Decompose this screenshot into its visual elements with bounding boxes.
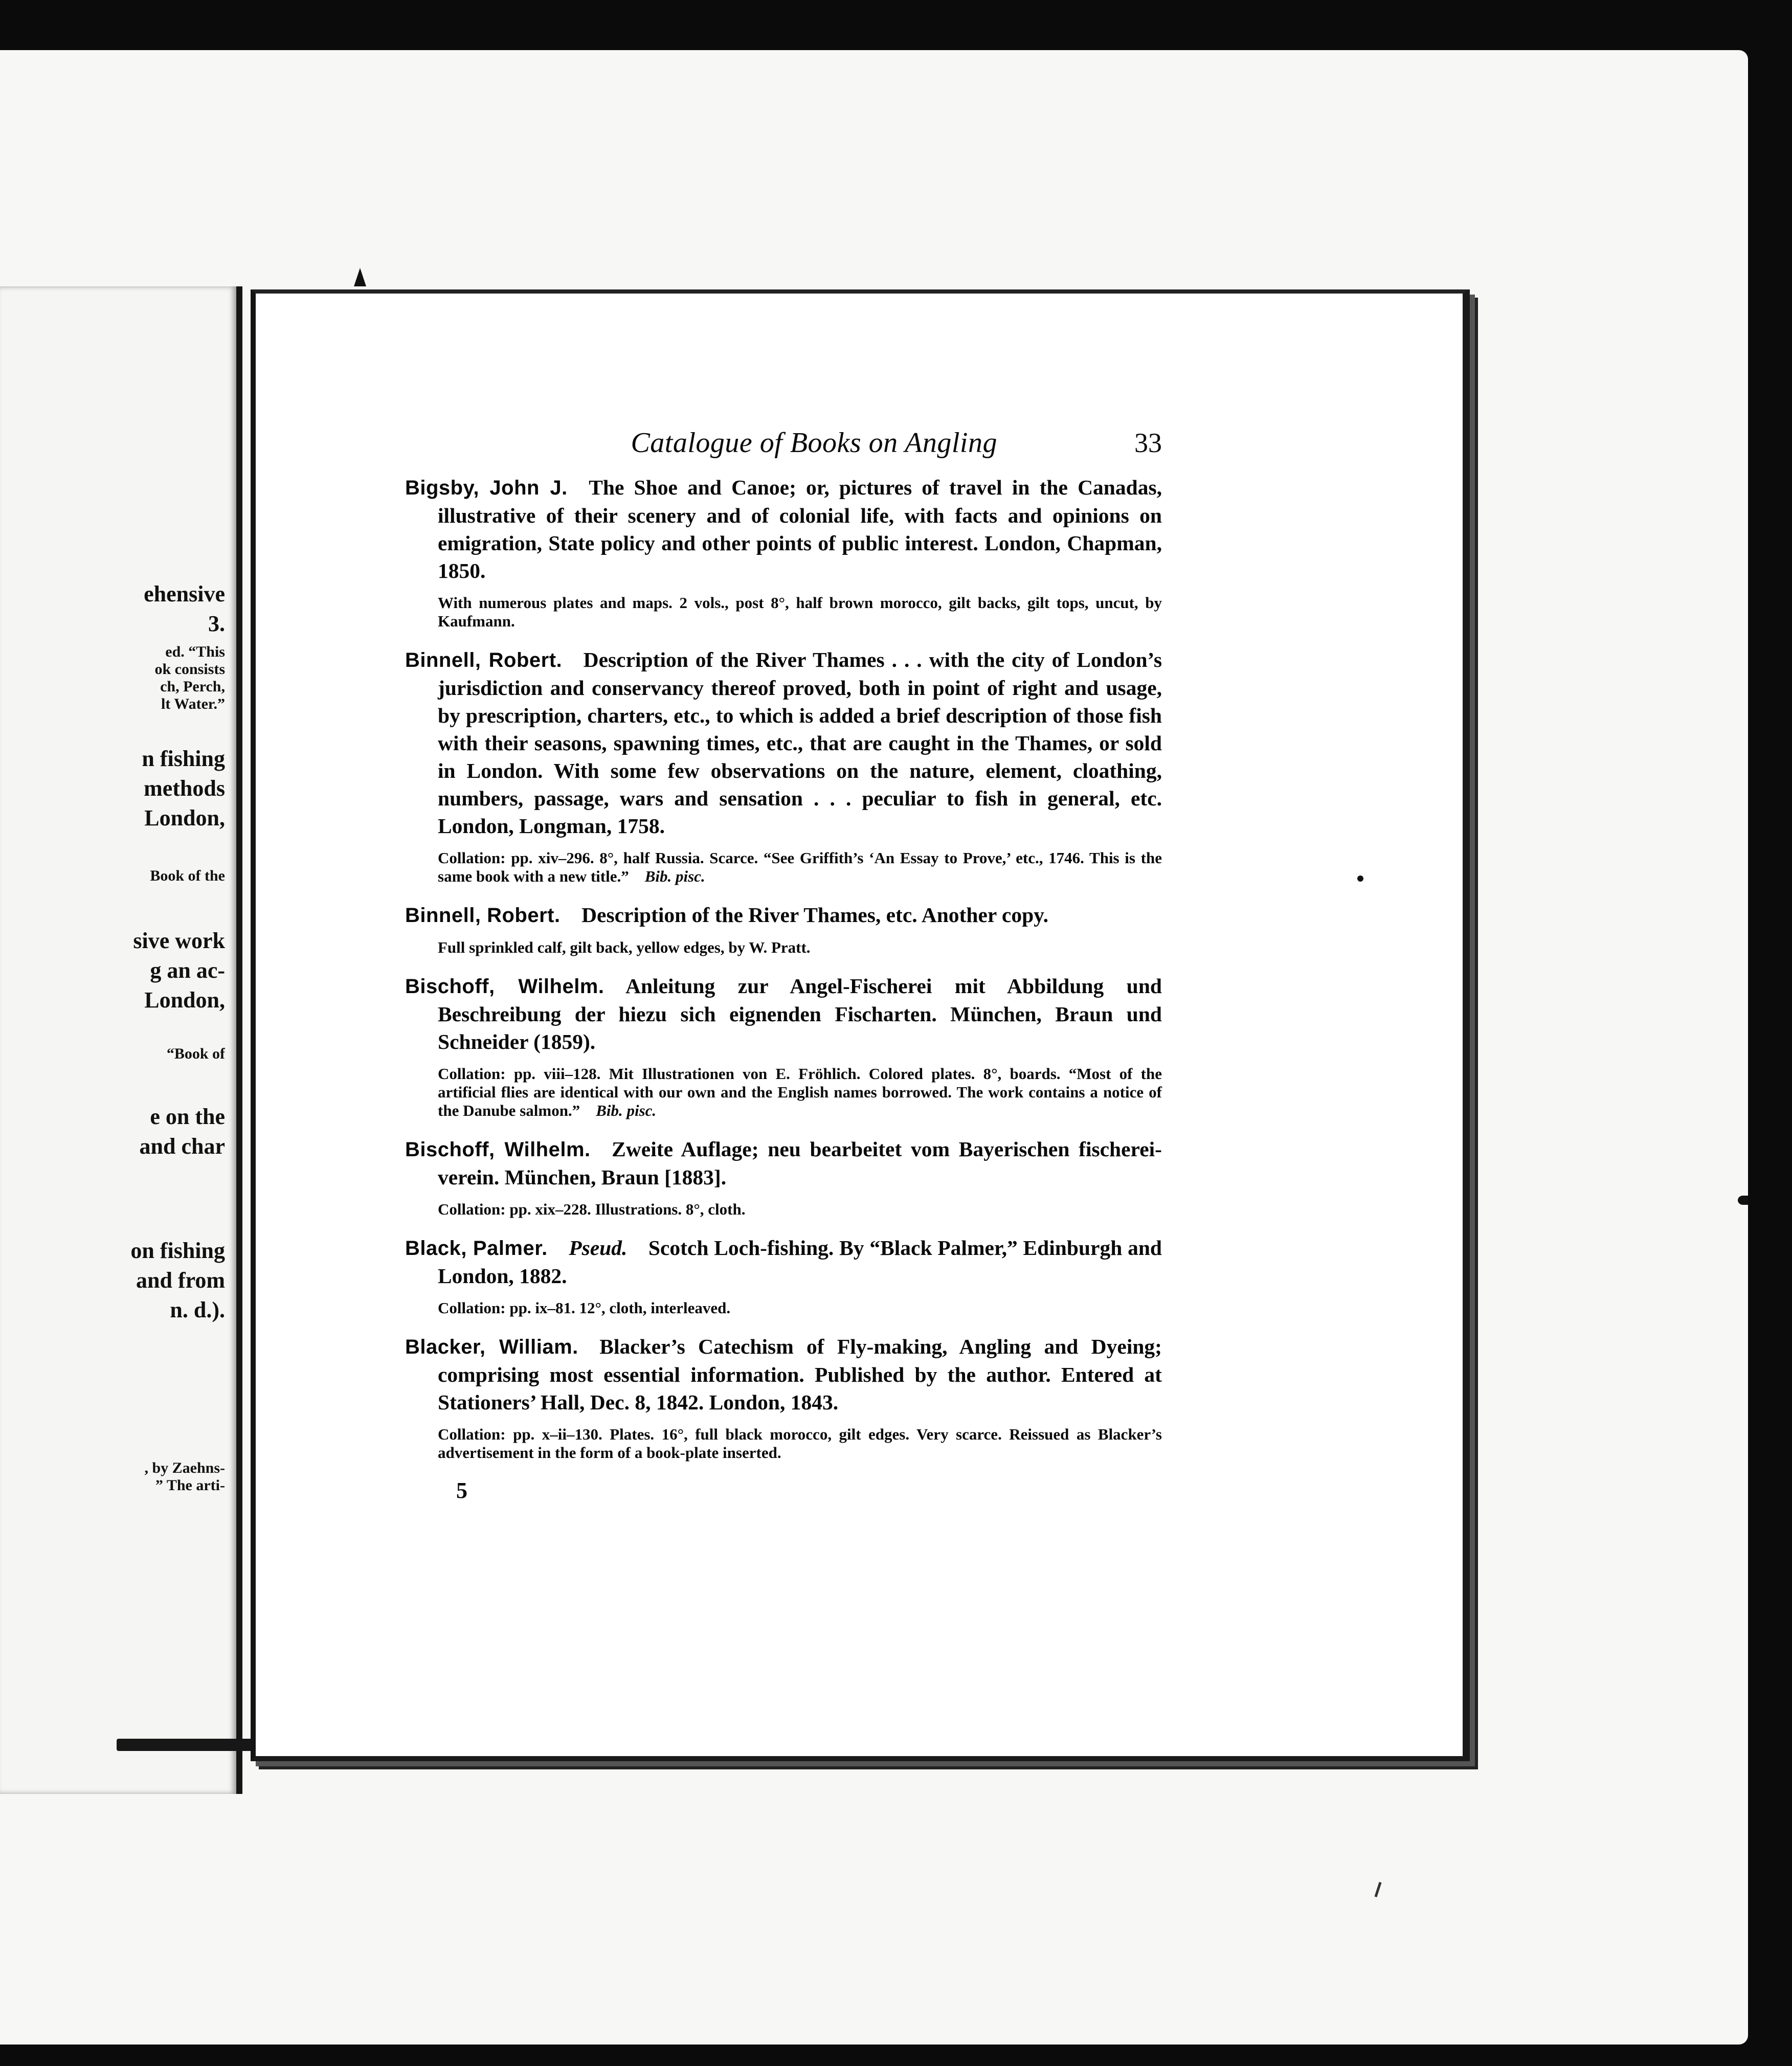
entry-note-text: Collation: pp. ix–81. 12°, cloth, interleaved. bbox=[438, 1299, 731, 1317]
catalogue-entry bbox=[405, 646, 1162, 886]
entry-title: Description of the River Thames . . . with the city of London’s jurisdiction and conservancy thereof proved, both in point of right and usage, by prescription, charters, etc., to which is added a brief description of those fish with their seasons, spawning times, etc., that are caught in the Thames, or sold in London. With some few observations on the nature, element, cloathing, numbers, passage, wars and sensation . . . peculiar to fish in general, etc. London, Longman, 1758. bbox=[438, 648, 1162, 838]
left-page-fragment: on fishing bbox=[130, 1238, 225, 1263]
entry-note bbox=[405, 1299, 1162, 1317]
entry-main-text bbox=[405, 901, 1162, 929]
signature-mark: 5 bbox=[456, 1478, 467, 1503]
left-page-fragment: g an ac- bbox=[150, 958, 225, 983]
entry-main-text bbox=[405, 646, 1162, 840]
right-page bbox=[251, 289, 1470, 1761]
entry-author: Bischoff, Wilhelm. bbox=[405, 975, 604, 998]
scan-sheet bbox=[0, 50, 1748, 2045]
left-page-fragment: n. d.). bbox=[170, 1297, 225, 1322]
entry-author: Black, Palmer. bbox=[405, 1237, 548, 1260]
entry-note-text: Collation: pp. viii–128. Mit Illustrationen von E. Fröhlich. Colored plates. 8°, boards. “Most of the artificial flies are identical with our own and the English names borrowed. The work contains a notice of the Danube salmon.” bbox=[438, 1065, 1162, 1119]
left-page-fragment: ok consists bbox=[154, 661, 225, 678]
catalogue-entry bbox=[405, 1234, 1162, 1317]
running-title: Catalogue of Books on Angling bbox=[631, 427, 997, 459]
catalogue-entry bbox=[405, 474, 1162, 631]
catalogue-entries bbox=[405, 474, 1162, 1462]
entry-title: Scotch Loch-fishing. By “Black Palmer,” Edinburgh and London, 1882. bbox=[438, 1236, 1162, 1288]
entry-note bbox=[405, 1065, 1162, 1120]
entry-main-text bbox=[405, 1234, 1162, 1290]
entry-author: Bischoff, Wilhelm. bbox=[405, 1138, 591, 1161]
entry-note-text: Collation: pp. xix–228. Illustrations. 8°, cloth. bbox=[438, 1200, 746, 1218]
entry-author: Blacker, William. bbox=[405, 1336, 578, 1358]
catalogue-entry bbox=[405, 1135, 1162, 1219]
left-page-fragment: 3. bbox=[208, 611, 225, 636]
entry-author: Binnell, Robert. bbox=[405, 649, 563, 671]
entry-title: Anleitung zur Angel-Fischerei mit Abbildung und Beschreibung der hiezu sich eignenden Fischarten. München, Braun und Schneider (1859). bbox=[438, 974, 1162, 1053]
left-page-fragment: ed. “This bbox=[165, 643, 225, 660]
entry-note-text: Collation: pp. x–ii–130. Plates. 16°, full black morocco, gilt edges. Very scarce. Reissued as Blacker’s advertisement in the form of a book-plate inserted. bbox=[438, 1425, 1162, 1462]
left-page-fragment: Book of the bbox=[150, 867, 225, 884]
entry-author: Bigsby, John J. bbox=[405, 477, 568, 499]
entry-note bbox=[405, 594, 1162, 631]
catalogue-entry bbox=[405, 972, 1162, 1120]
entry-title: Blacker’s Catechism of Fly-making, Angling and Dyeing; comprising most essential information. Published by the author. Entered at Stationers’ Hall, Dec. 8, 1842. London, 1843. bbox=[438, 1335, 1162, 1414]
entry-note-reference: Bib. pisc. bbox=[644, 867, 705, 885]
entry-main-text bbox=[405, 1135, 1162, 1191]
edge-mark bbox=[1738, 1196, 1748, 1205]
entry-main-text bbox=[405, 972, 1162, 1056]
stray-mark bbox=[1374, 1882, 1381, 1897]
entry-title: Zweite Auflage; neu bearbeitet vom Bayerischen fischerei-verein. München, Braun [1883]. bbox=[438, 1137, 1162, 1189]
entry-note-text: With numerous plates and maps. 2 vols., post 8°, half brown morocco, gilt backs, gilt tops, uncut, by Kaufmann. bbox=[438, 594, 1162, 630]
left-page-fragment: “Book of bbox=[166, 1045, 225, 1062]
scanner-border bbox=[0, 2045, 1792, 2066]
left-page-fragment: ch, Perch, bbox=[160, 678, 225, 695]
catalogue-entry bbox=[405, 901, 1162, 957]
running-head bbox=[405, 426, 1162, 464]
left-page-text-fragments bbox=[0, 286, 236, 1794]
entry-main-text bbox=[405, 474, 1162, 585]
left-page-fragment: ” The arti- bbox=[155, 1477, 225, 1494]
entry-note-text: Collation: pp. xiv–296. 8°, half Russia. Scarce. “See Griffith’s ‘An Essay to Prove,’ etc., 1746. This is the same book with a new title.” bbox=[438, 849, 1162, 885]
entry-note bbox=[405, 938, 1162, 957]
entry-note bbox=[405, 1425, 1162, 1462]
left-page-fragment: London, bbox=[144, 805, 225, 830]
entry-note bbox=[405, 849, 1162, 886]
catalogue-entry bbox=[405, 1333, 1162, 1462]
entry-note-text: Full sprinkled calf, gilt back, yellow edges, by W. Pratt. bbox=[438, 938, 811, 956]
entry-main-text bbox=[405, 1333, 1162, 1416]
page-content bbox=[405, 426, 1162, 1503]
left-page-fragment: e on the bbox=[150, 1104, 225, 1129]
left-page-fragment: lt Water.” bbox=[161, 695, 225, 712]
left-page bbox=[0, 286, 242, 1794]
left-page-fragment: sive work bbox=[133, 928, 225, 953]
entry-author: Binnell, Robert. bbox=[405, 904, 561, 927]
entry-note bbox=[405, 1200, 1162, 1219]
entry-note-reference: Bib. pisc. bbox=[596, 1102, 657, 1119]
ink-speck bbox=[1357, 875, 1363, 882]
left-page-fragment: n fishing bbox=[142, 746, 225, 771]
left-page-fragment: ehensive bbox=[144, 581, 225, 607]
left-page-fragment: and char bbox=[139, 1134, 225, 1159]
left-page-fragment: , by Zaehns- bbox=[144, 1459, 225, 1476]
page-number: 33 bbox=[1134, 428, 1162, 458]
left-page-fragment: London, bbox=[144, 987, 225, 1013]
page-corner-mark bbox=[354, 268, 366, 286]
entry-pseud: Pseud. bbox=[569, 1236, 628, 1260]
left-page-fragment: methods bbox=[144, 776, 225, 801]
entry-title: Description of the River Thames, etc. Another copy. bbox=[581, 903, 1048, 927]
left-page-fragment: and from bbox=[136, 1268, 225, 1293]
entry-title: The Shoe and Canoe; or, pictures of travel in the Canadas, illustrative of their scenery and of colonial life, with facts and opinions on emigration, State policy and other points of public interest. London, Chapman, 1850. bbox=[438, 476, 1162, 582]
